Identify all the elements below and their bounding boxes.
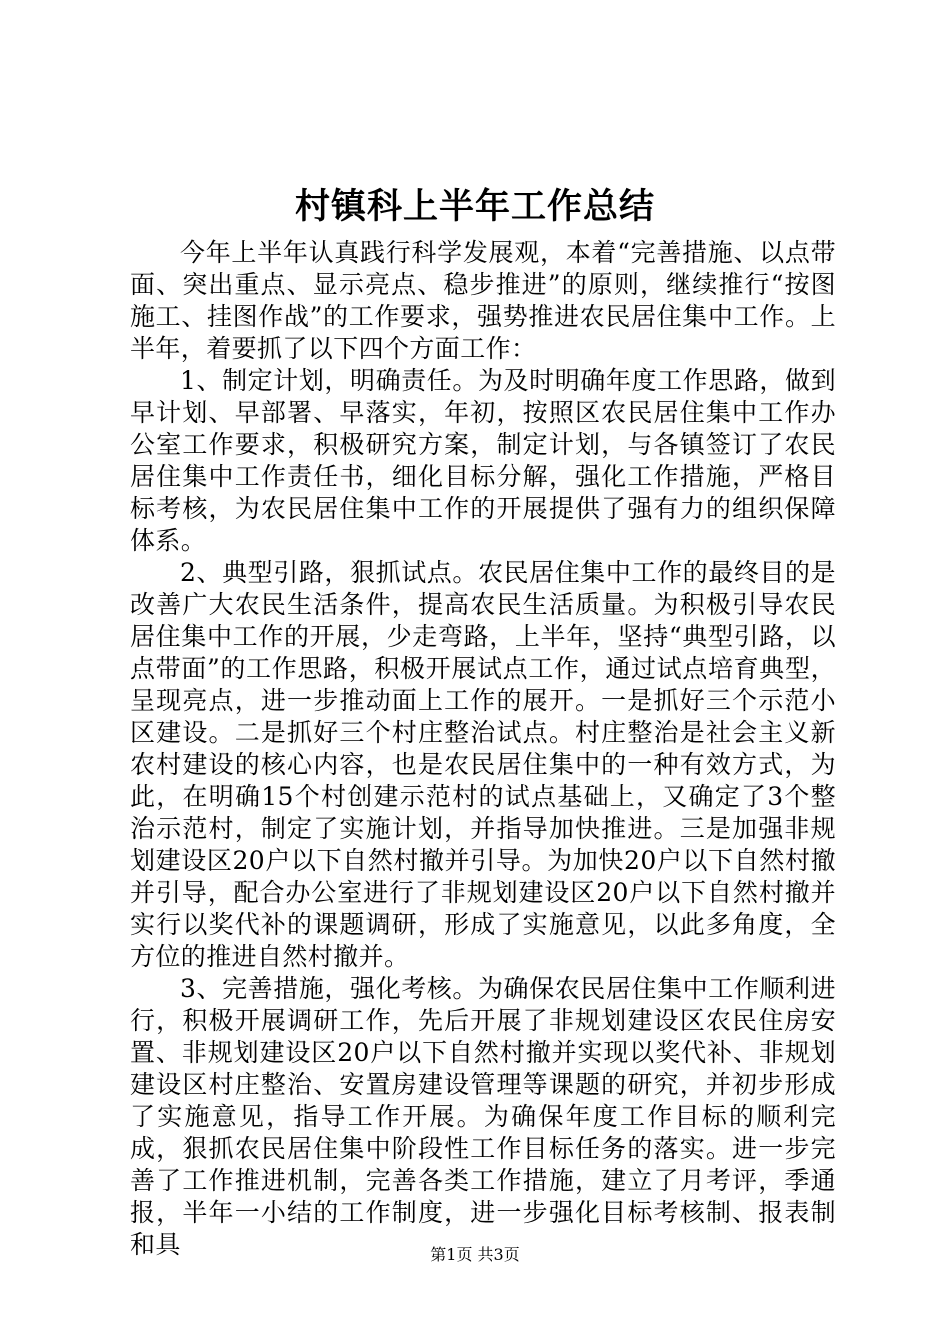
paragraph-item-2: 2、典型引路，狠抓试点。农民居住集中工作的最终目的是改善广大农民生活条件，提高农民生活质量。为积极引导农民居住集中工作的开展，少走弯路，上半年，坚持“典型引路，以点带面”的工作思路，积极开展试点工作，通过试点培育典型，呈现亮点，进一步推动面上工作的展开。一是抓好三个示范小区建设。二是抓好三个村庄整治试点。村庄整治是社会主义新农村建设的核心内容，也是农民居住集中的一种有效方式，为此，在明确15个村创建示范村的试点基础上，又确定了3个整治示范村，制定了实施计划，并指导加快推进。三是加强非规划建设区20户以下自然村撤并引导。为加快20户以下自然村撤并引导，配合办公室进行了非规划建设区20户以下自然村撤并实行以奖代补的课题调研，形成了实施意见，以此多角度，全方位的推进自然村撤并。	[130, 558, 836, 971]
paragraph-item-1: 1、制定计划，明确责任。为及时明确年度工作思路，做到早计划、早部署、早落实，年初，按照区农民居住集中工作办公室工作要求，积极研究方案，制定计划，与各镇签订了农民居住集中工作责任书，细化目标分解，强化工作措施，严格目标考核，为农民居住集中工作的开展提供了强有力的组织保障体系。	[130, 366, 836, 555]
document-title: 村镇科上半年工作总结	[294, 186, 655, 227]
document-body	[130, 237, 836, 1261]
paragraph-intro: 今年上半年认真践行科学发展观，本着“完善措施、以点带面、突出重点、显示亮点、稳步推进”的原则，继续推行“按图施工、挂图作战”的工作要求，强势推进农民居住集中工作。上半年，着要抓了以下四个方面工作：	[130, 238, 836, 363]
page-number: 第1页 共3页	[430, 1245, 520, 1264]
paragraph-item-3: 3、完善措施，强化考核。为确保农民居住集中工作顺利进行，积极开展调研工作，先后开展了非规划建设区农民住房安置、非规划建设区20户以下自然村撤并实现以奖代补、非规划建设区村庄整治、安置房建设管理等课题的研究，并初步形成了实施意见，指导工作开展。为确保年度工作目标的顺利完成，狠抓农民居住集中阶段性工作目标任务的落实。进一步完善了工作推进机制，完善各类工作措施，建立了月考评，季通报，半年一小结的工作制度，进一步强化目标考核制、报表制和具	[130, 974, 836, 1259]
